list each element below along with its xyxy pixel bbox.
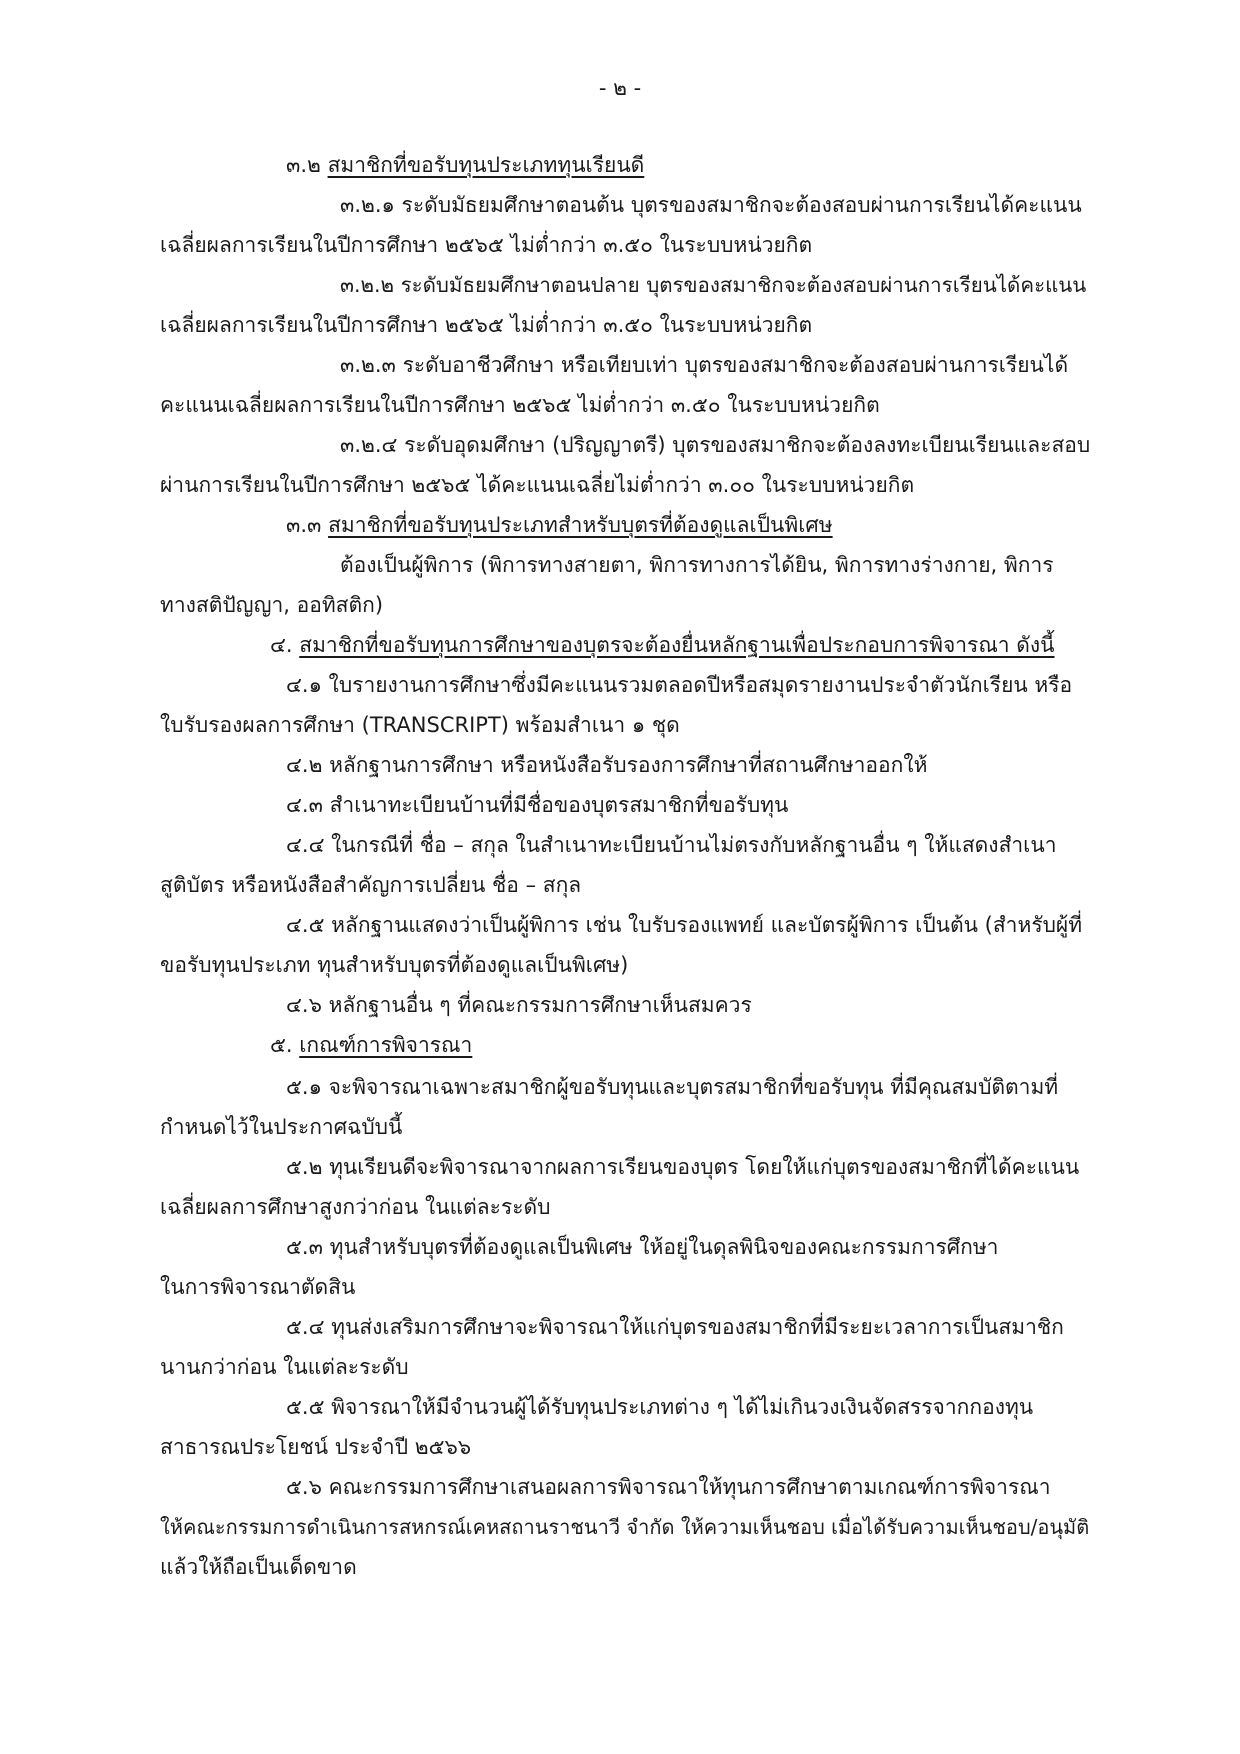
paragraph-line: ขอรับทุนประเภท ทุนสำหรับบุตรที่ต้องดูแลเป็นพิเศษ) [160,953,629,977]
paragraph-line: ๕.๓ ทุนสำหรับบุตรที่ต้องดูแลเป็นพิเศษ ให้อยู่ในดุลพินิจของคณะกรรมการศึกษา [286,1235,999,1259]
section-number: ๔. [270,633,300,657]
paragraph-line: ๕.๑ จะพิจารณาเฉพาะสมาชิกผู้ขอรับทุนและบุตรสมาชิกที่ขอรับทุน ที่มีคุณสมบัติตามที่ [286,1075,1059,1099]
paragraph-line: ๔.๔ ในกรณีที่ ชื่อ – สกุล ในสำเนาทะเบียนบ้านไม่ตรงกับหลักฐานอื่น ๆ ให้แสดงสำเนา [286,833,1057,857]
paragraph-line: คะแนนเฉลี่ยผลการเรียนในปีการศึกษา ๒๕๖๕ ไม่ต่ำกว่า ๓.๕๐ ในระบบหน่วยกิต [160,393,880,417]
paragraph-line: ๓.๒.๓ ระดับอาชีวศึกษา หรือเทียบเท่า บุตรของสมาชิกจะต้องสอบผ่านการเรียนได้ [340,353,1069,377]
paragraph-line: ๕.๔ ทุนส่งเสริมการศึกษาจะพิจารณาให้แก่บุตรของสมาชิกที่มีระยะเวลาการเป็นสมาชิก [286,1315,1064,1339]
section-number: ๓.๓ [286,513,329,537]
paragraph-line: แล้วให้ถือเป็นเด็ดขาด [160,1555,357,1579]
section-3-2-heading [286,150,644,180]
paragraph-line: ทางสติปัญญา, ออทิสติก) [160,593,384,617]
section-4-heading [270,630,1055,660]
paragraph-line: ๓.๒.๑ ระดับมัธยมศึกษาตอนต้น บุตรของสมาชิกจะต้องสอบผ่านการเรียนได้คะแนน [340,193,1082,217]
paragraph-line: เฉลี่ยผลการเรียนในปีการศึกษา ๒๕๖๕ ไม่ต่ำกว่า ๓.๕๐ ในระบบหน่วยกิต [160,313,813,337]
paragraph-line: ๕.๕ พิจารณาให้มีจำนวนผู้ได้รับทุนประเภทต่าง ๆ ได้ไม่เกินวงเงินจัดสรรจากกองทุน [286,1395,1034,1419]
paragraph-line: สาธารณประโยชน์ ประจำปี ๒๕๖๖ [160,1435,472,1459]
paragraph-line: ๔.๓ สำเนาทะเบียนบ้านที่มีชื่อของบุตรสมาชิกที่ขอรับทุน [286,793,789,817]
section-title: เกณฑ์การพิจารณา [299,1033,473,1057]
section-5-heading [270,1030,472,1060]
paragraph-line: กำหนดไว้ในประกาศฉบับนี้ [160,1115,403,1139]
section-title: สมาชิกที่ขอรับทุนการศึกษาของบุตรจะต้องยื่นหลักฐานเพื่อประกอบการพิจารณา ดังนี้ [299,633,1055,657]
paragraph-line: เฉลี่ยผลการศึกษาสูงกว่าก่อน ในแต่ละระดับ [160,1195,551,1219]
paragraph-line: ให้คณะกรรมการดำเนินการสหกรณ์เคหสถานราชนาวี จำกัด ให้ความเห็นชอบ เมื่อได้รับความเห็นชอบ/อนุมัติ [160,1515,1090,1539]
paragraph-line: ๔.๖ หลักฐานอื่น ๆ ที่คณะกรรมการศึกษาเห็นสมควร [286,993,752,1017]
paragraph-line: ๔.๕ หลักฐานแสดงว่าเป็นผู้พิการ เช่น ใบรับรองแพทย์ และบัตรผู้พิการ เป็นต้น (สำหรับผู้ที่ [286,913,1083,937]
section-3-3-heading [286,510,833,540]
paragraph-line: ๕.๒ ทุนเรียนดีจะพิจารณาจากผลการเรียนของบุตร โดยให้แก่บุตรของสมาชิกที่ได้คะแนน [286,1155,1080,1179]
paragraph-line: ในการพิจารณาตัดสิน [160,1275,356,1299]
paragraph-line: ๕.๖ คณะกรรมการศึกษาเสนอผลการพิจารณาให้ทุนการศึกษาตามเกณฑ์การพิจารณา [286,1475,1051,1499]
page-number: - ๒ - [598,76,642,100]
paragraph-line: ๔.๒ หลักฐานการศึกษา หรือหนังสือรับรองการศึกษาที่สถานศึกษาออกให้ [286,753,928,777]
section-number: ๕. [270,1033,300,1057]
paragraph-line: ผ่านการเรียนในปีการศึกษา ๒๕๖๕ ได้คะแนนเฉลี่ยไม่ต่ำกว่า ๓.๐๐ ในระบบหน่วยกิต [160,473,915,497]
paragraph-line: ๓.๒.๒ ระดับมัธยมศึกษาตอนปลาย บุตรของสมาชิกจะต้องสอบผ่านการเรียนได้คะแนน [340,273,1087,297]
paragraph-line: เฉลี่ยผลการเรียนในปีการศึกษา ๒๕๖๕ ไม่ต่ำกว่า ๓.๕๐ ในระบบหน่วยกิต [160,233,813,257]
section-title: สมาชิกที่ขอรับทุนประเภททุนเรียนดี [327,153,645,177]
paragraph-line: สูติบัตร หรือหนังสือสำคัญการเปลี่ยน ชื่อ – สกุล [160,873,582,897]
section-number: ๓.๒ [286,153,328,177]
paragraph-line: นานกว่าก่อน ในแต่ละระดับ [160,1355,409,1379]
section-title: สมาชิกที่ขอรับทุนประเภทสำหรับบุตรที่ต้องดูแลเป็นพิเศษ [328,513,833,537]
paragraph-line: ๓.๒.๔ ระดับอุดมศึกษา (ปริญญาตรี) บุตรของสมาชิกจะต้องลงทะเบียนเรียนและสอบ [340,433,1091,457]
paragraph-line: ๔.๑ ใบรายงานการศึกษาซึ่งมีคะแนนรวมตลอดปีหรือสมุดรายงานประจำตัวนักเรียน หรือ [286,673,1073,697]
paragraph-line: ต้องเป็นผู้พิการ (พิการทางสายตา, พิการทางการได้ยิน, พิการทางร่างกาย, พิการ [340,553,1054,577]
paragraph-line: ใบรับรองผลการศึกษา (TRANSCRIPT) พร้อมสำเนา ๑ ชุด [160,713,680,737]
